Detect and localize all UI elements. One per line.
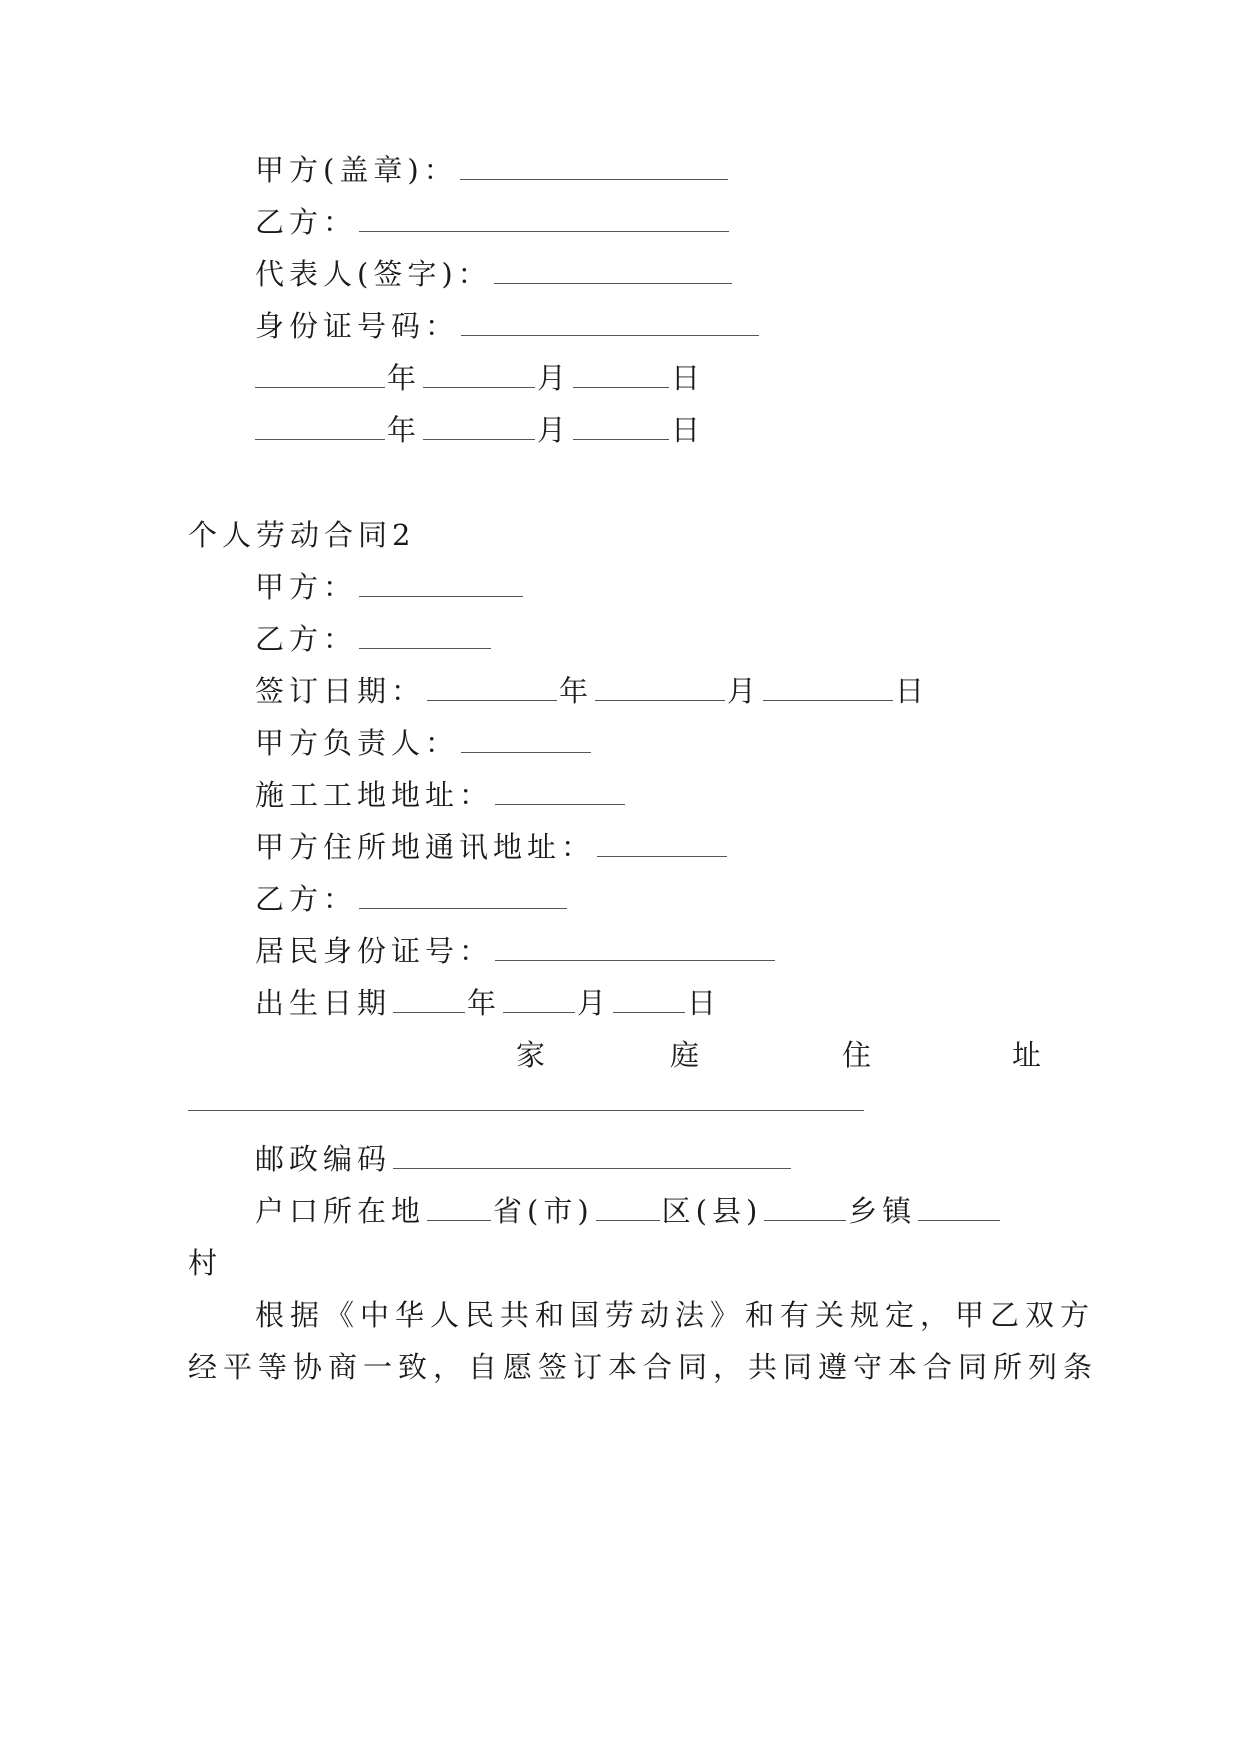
party-a-head-label: 甲方负责人： <box>255 726 460 760</box>
site-address-label: 施工工地地址： <box>255 778 494 812</box>
home-address-blank[interactable] <box>188 1110 864 1111</box>
contract-title: 个人劳动合同2 <box>188 518 416 552</box>
c2-party-b-2-blank[interactable] <box>359 880 567 909</box>
sign-date-line <box>255 671 929 711</box>
party-a-head-blank[interactable] <box>461 724 591 753</box>
day-blank[interactable] <box>763 672 893 701</box>
paragraph-line: 经平等协商一致，自愿签订本合同，共同遵守本合同所列条 <box>188 1350 1099 1384</box>
month-blank[interactable] <box>595 672 725 701</box>
date-row-2 <box>255 410 705 450</box>
c2-party-b-2-line <box>255 879 569 919</box>
province-blank[interactable] <box>427 1192 491 1221</box>
month-blank[interactable] <box>423 411 535 440</box>
party-a-address-blank[interactable] <box>597 828 727 857</box>
party-a-seal-label: 甲方(盖章)： <box>255 153 458 187</box>
postal-code-label: 邮政编码 <box>255 1142 392 1176</box>
c2-party-b-line <box>255 619 493 659</box>
party-a-head-line <box>255 723 593 763</box>
day-label: 日 <box>687 986 722 1020</box>
month-label: 月 <box>537 361 572 395</box>
birth-date-label: 出生日期 <box>255 986 392 1020</box>
year-label: 年 <box>467 986 502 1020</box>
year-label: 年 <box>387 361 422 395</box>
household-label: 户口所在地 <box>255 1194 426 1228</box>
postal-code-blank[interactable] <box>393 1140 791 1169</box>
party-a-address-label: 甲方住所地通讯地址： <box>255 830 596 864</box>
c2-party-a-line <box>255 567 525 607</box>
year-blank[interactable] <box>255 359 385 388</box>
day-blank[interactable] <box>613 984 685 1013</box>
postal-code-line <box>255 1139 793 1179</box>
birth-date-line <box>255 983 721 1023</box>
c2-party-b-label: 乙方： <box>255 622 358 656</box>
home-address-char: 庭 <box>670 1038 700 1072</box>
c2-party-a-label: 甲方： <box>255 570 358 604</box>
year-label: 年 <box>387 413 422 447</box>
party-b-label: 乙方： <box>255 205 358 239</box>
home-address-char: 址 <box>1012 1038 1042 1072</box>
representative-line <box>255 254 734 294</box>
resident-id-line <box>255 931 777 971</box>
representative-label: 代表人(签字)： <box>255 257 492 291</box>
paragraph-line: 根据《中华人民共和国劳动法》和有关规定，甲乙双方 <box>255 1298 1096 1332</box>
id-number-label: 身份证号码： <box>255 309 460 343</box>
month-label: 月 <box>577 986 612 1020</box>
id-number-line <box>255 306 761 346</box>
date-row-1 <box>255 358 705 398</box>
id-number-blank[interactable] <box>461 307 759 336</box>
resident-id-label: 居民身份证号： <box>255 934 494 968</box>
year-blank[interactable] <box>255 411 385 440</box>
district-blank[interactable] <box>596 1192 660 1221</box>
day-blank[interactable] <box>573 411 669 440</box>
site-address-blank[interactable] <box>495 776 625 805</box>
party-a-address-line <box>255 827 729 867</box>
month-label: 月 <box>537 413 572 447</box>
village-label: 村 <box>188 1246 223 1280</box>
province-label: 省(市) <box>493 1194 594 1228</box>
district-label: 区(县) <box>661 1194 763 1228</box>
resident-id-blank[interactable] <box>495 932 775 961</box>
c2-party-b-blank[interactable] <box>359 620 491 649</box>
party-b-line <box>255 202 731 242</box>
year-blank[interactable] <box>393 984 465 1013</box>
year-label: 年 <box>559 674 594 708</box>
c2-party-a-blank[interactable] <box>359 568 523 597</box>
day-label: 日 <box>671 361 706 395</box>
village-blank[interactable] <box>918 1192 1000 1221</box>
month-blank[interactable] <box>423 359 535 388</box>
site-address-line <box>255 775 627 815</box>
day-label: 日 <box>895 674 930 708</box>
township-blank[interactable] <box>764 1192 846 1221</box>
month-label: 月 <box>727 674 762 708</box>
household-line <box>255 1191 1002 1231</box>
home-address-char: 住 <box>842 1038 872 1072</box>
representative-blank[interactable] <box>494 255 732 284</box>
day-label: 日 <box>671 413 706 447</box>
home-address-char: 家 <box>516 1038 546 1072</box>
party-a-seal-blank[interactable] <box>460 151 728 180</box>
party-b-blank[interactable] <box>359 203 729 232</box>
sign-date-label: 签订日期： <box>255 674 426 708</box>
month-blank[interactable] <box>503 984 575 1013</box>
party-a-seal-line <box>255 150 730 190</box>
year-blank[interactable] <box>427 672 557 701</box>
day-blank[interactable] <box>573 359 669 388</box>
c2-party-b-2-label: 乙方： <box>255 882 358 916</box>
township-label: 乡镇 <box>848 1194 917 1228</box>
